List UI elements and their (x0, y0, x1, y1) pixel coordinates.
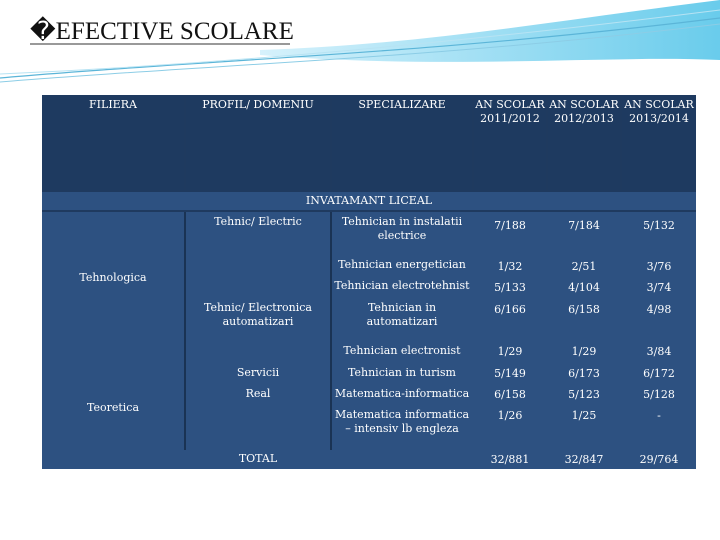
header-specializare: SPECIALIZARE (332, 95, 472, 190)
table (42, 95, 696, 469)
header-profil: PROFIL/ DOMENIU (186, 95, 330, 190)
value-2012-2013: 7/184 (568, 219, 600, 232)
value-2013-2014: 5/128 (643, 388, 675, 401)
specializare-cell: Tehnician electrotehnist (334, 279, 470, 292)
value-2013-2014: 4/98 (646, 303, 672, 316)
header-decoration (0, 0, 720, 90)
value-2011-2012: 6/158 (494, 388, 526, 401)
title-text: EFECTIVE SCOLARE (55, 18, 294, 45)
title-glyph: � (30, 18, 56, 45)
value-2013-2014: 3/76 (646, 260, 672, 273)
value-2012-2013: 6/158 (568, 303, 600, 316)
slide-title (30, 16, 294, 46)
value-2012-2013: 1/25 (571, 409, 597, 422)
filiera-teoretica: Teoretica (86, 401, 140, 414)
value-2013-2014: 5/132 (643, 219, 675, 232)
value-2012-2013: 2/51 (571, 260, 597, 273)
specializare-cell: Tehnician in turism (348, 366, 456, 379)
value-2011-2012: 1/26 (497, 409, 523, 422)
value-2012-2013: 6/173 (568, 367, 600, 380)
specializare-cell: Matematica-informatica (334, 387, 470, 400)
specializare-cell: Tehnician in instalatii electrice (341, 215, 463, 242)
specializare-cell: Tehnician electronist (343, 344, 461, 357)
value-2011-2012: 1/32 (497, 260, 523, 273)
header-filiera: FILIERA (42, 95, 184, 190)
value-2012-2013: 1/29 (571, 345, 597, 358)
section-row: INVATAMANT LICEAL (42, 192, 696, 210)
column-separator (184, 212, 186, 450)
profil-tehnic-electronica: Tehnic/ Electronica automatizari (204, 301, 312, 328)
profil-servicii: Servicii (236, 366, 280, 379)
total-2011-2012: 32/881 (490, 453, 530, 466)
specializare-cell: Tehnician in automatizari (366, 301, 438, 328)
header-an-2011-2012: AN SCOLAR 2011/2012 (474, 95, 546, 190)
profil-tehnic-electric: Tehnic/ Electric (214, 215, 302, 228)
total-label: TOTAL (238, 452, 278, 465)
value-2013-2014: 3/74 (646, 281, 672, 294)
total-2013-2014: 29/764 (639, 453, 679, 466)
header-an-2013-2014: AN SCOLAR 2013/2014 (622, 95, 696, 190)
value-2011-2012: 1/29 (497, 345, 523, 358)
value-2013-2014: - (657, 409, 661, 422)
value-2012-2013: 5/123 (568, 388, 600, 401)
value-2011-2012: 5/149 (494, 367, 526, 380)
specializare-cell: Tehnician energetician (338, 258, 466, 271)
value-2011-2012: 7/188 (494, 219, 526, 232)
value-2011-2012: 6/166 (494, 303, 526, 316)
value-2013-2014: 6/172 (643, 367, 675, 380)
total-2012-2013: 32/847 (564, 453, 604, 466)
value-2011-2012: 5/133 (494, 281, 526, 294)
value-2012-2013: 4/104 (568, 281, 600, 294)
value-2013-2014: 3/84 (646, 345, 672, 358)
filiera-tehnologica: Tehnologica (79, 271, 147, 284)
specializare-cell: Matematica informatica – intensiv lb engleza (334, 408, 470, 435)
profil-real: Real (245, 387, 271, 400)
header-an-2012-2013: AN SCOLAR 2012/2013 (548, 95, 620, 190)
